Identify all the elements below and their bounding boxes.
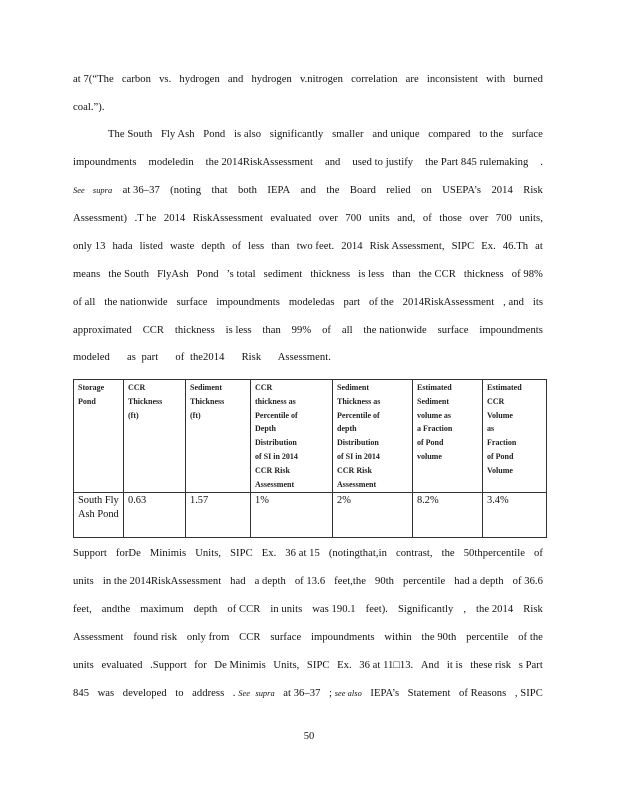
supra-citation-signal: supra [92,186,113,195]
paragraph-3-line-6: 845 was developed to address . See supra at 36–37 ; see also IEPA’s Statement of Reasons , SIPC [73,688,543,699]
header-sediment-fraction: Estimated Sediment volume as a Fraction of Pond volume [413,380,483,493]
paragraph-2-line-3: See supra at 36–37 (noting that both IEPA and the Board relied on USEPA’s 2014 Risk [73,185,543,196]
paragraph-2-line-5: only 13 hada listed waste depth of less than two feet. 2014 Risk Assessment, SIPC Ex. 46.Th at [73,241,543,252]
paragraph-2-line-2: impoundments modeledin the 2014RiskAssessment and used to justify the Part 845 rulemaking . [73,157,543,168]
see-citation-signal: See [73,186,85,195]
paragraph-2-line-9: modeled as part of the2014 Risk Assessment. [73,352,331,363]
cell-ccr-fraction: 3.4% [483,493,547,538]
cell-sediment-thickness: 1.57 [186,493,251,538]
table-header-row [74,380,547,493]
header-sediment-percentile: Sediment Thickness as Percentile of depth Distribution of SI in 2014 CCR Risk Assessment [333,380,413,493]
header-storage-pond: Storage Pond [74,380,124,493]
cell-pond: South Fly Ash Pond [74,493,124,538]
paragraph-3-line-1: Support forDe Minimis Units, SIPC Ex. 36 at 15 (notingthat,in contrast, the 50thpercentile of [73,548,543,559]
paragraph-2-line-4: Assessment) .T he 2014 RiskAssessment evaluated over 700 units and, of those over 700 units, [73,213,543,224]
paragraph-3-line-3: feet, andthe maximum depth of CCR in units was 190.1 feet). Significantly , the 2014 Risk [73,604,543,615]
see-citation-signal: See [238,689,250,698]
paragraph-2-line-7: of all the nationwide surface impoundments modeledas part of the 2014RiskAssessment , and its [73,297,543,308]
header-sediment-thickness: Sediment Thickness (ft) [186,380,251,493]
cell-sediment-fraction: 8.2% [413,493,483,538]
paragraph-1-line-1: at 7(“The carbon vs. hydrogen and hydrogen v.nitrogen correlation are inconsistent with burned [73,74,543,85]
paragraph-2-line-8: approximated CCR thickness is less than 99% of all the nationwide surface impoundments [73,325,543,336]
paragraph-3-line-5: units evaluated .Support for De Minimis Units, SIPC Ex. 36 at 11□13. And it is these risk s Part [73,660,543,671]
table-row [74,493,547,538]
header-ccr-fraction: Estimated CCR Volume as Fraction of Pond Volume [483,380,547,493]
paragraph-3-line-4: Assessment found risk only from CCR surface impoundments within the 90th percentile of the [73,632,543,643]
page-number: 50 [303,731,315,742]
cell-ccr-percentile: 1% [251,493,333,538]
header-ccr-percentile: CCR thickness as Percentile of Depth Distribution of SI in 2014 CCR Risk Assessment [251,380,333,493]
paragraph-1-line-2: coal.”). [73,102,105,113]
pond-comparison-table [73,379,547,538]
paragraph-2-line-1: The South Fly Ash Pond is also significantly smaller and unique compared to the surface [108,129,543,140]
cell-ccr-thickness: 0.63 [124,493,186,538]
cell-sediment-percentile: 2% [333,493,413,538]
paragraph-3-line-2: units in the 2014RiskAssessment had a depth of 13.6 feet,the 90th percentile had a depth of 36.6 [73,576,543,587]
see-also-citation-signal: see also [334,689,362,698]
header-ccr-thickness: CCR Thickness (ft) [124,380,186,493]
supra-citation-signal: supra [255,689,275,698]
paragraph-2-line-6: means the South FlyAsh Pond ’s total sediment thickness is less than the CCR thickness of 98% [73,269,543,280]
